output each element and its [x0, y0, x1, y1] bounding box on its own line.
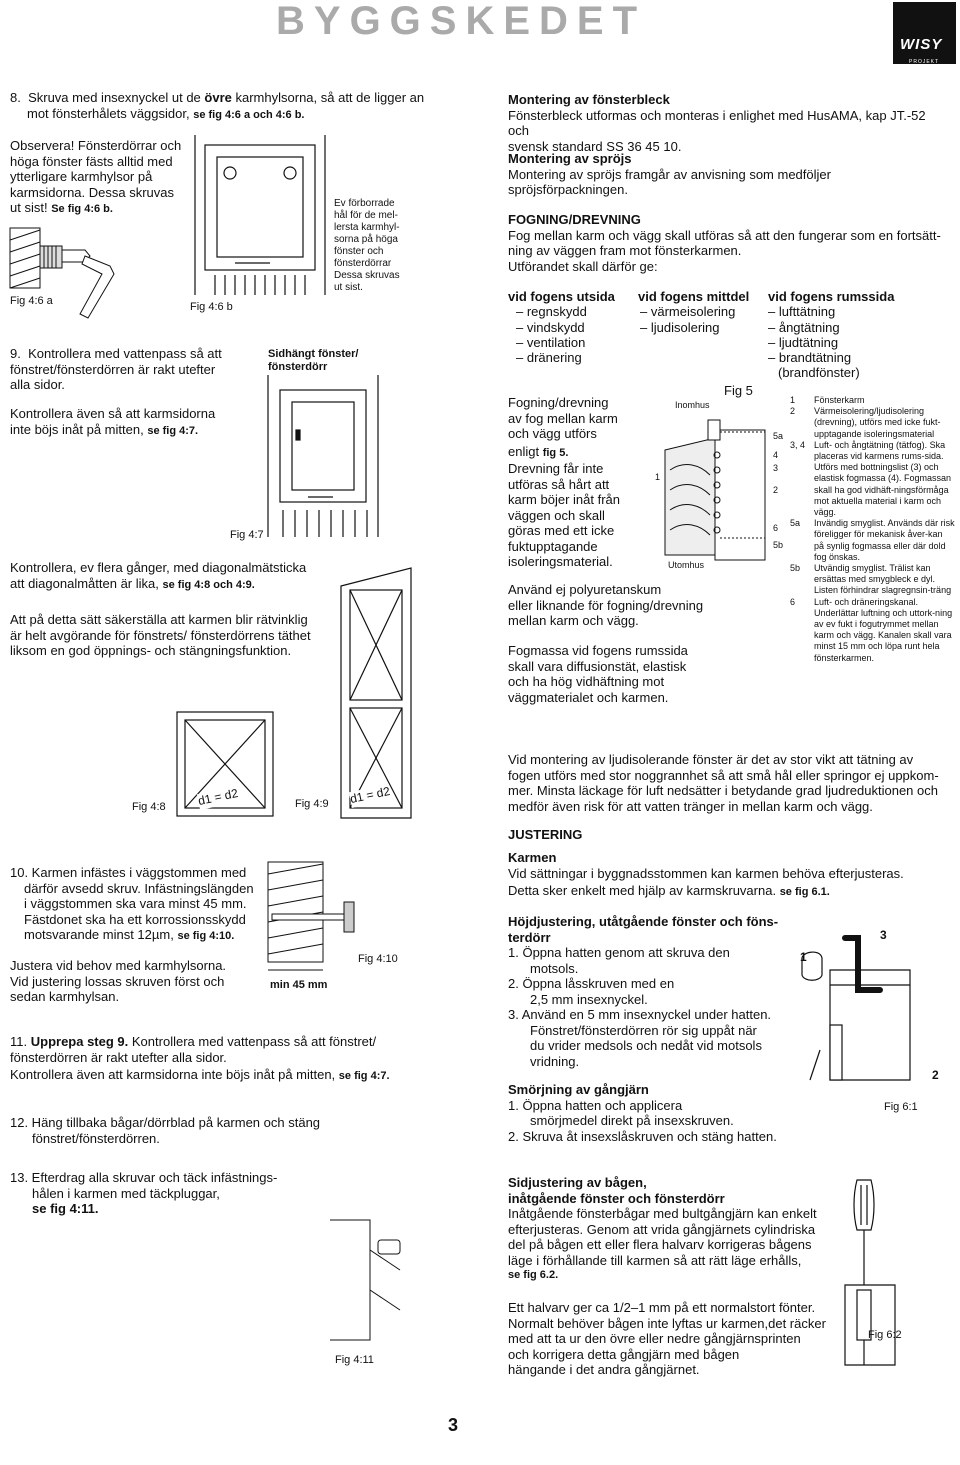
karmen-section: Karmen Vid sättningar i byggnadsstommen kan karmen behöva efterjusteras. Detta sker enkelt med hjälp av karmskruvarna. se fig 6.1. — [508, 850, 904, 898]
diagonal-check-text: Kontrollera, ev flera gånger, med diagonalmätsticka att diagonalmåtten är lika, se fig 4:8 och 4:9. — [10, 560, 307, 591]
ljudisolering-note: Vid montering av ljudisolerande fönster är det av stor vikt att tätning av fogen utförs med stor noggrannhet så att små hål eller springor ej uppkom- mer. Minsta läckage för luft nedsätter i betydande grad ljudreduktionen och medför även risk för att vatten tränger in mellan karm och vägg. — [508, 752, 939, 814]
sidjustering-section: Sidjustering av bågen, inåtgående fönster och fönsterdörr Inåtgående fönsterbågar med bultgångjärn kan enkelt efterjusteras. Genom att vrida gångjärnets cylindriska del på bågen ett eller flera halvarv korrigeras bågens läge i förhållande till karmen så att rätt läge erhålls, se fig 6.2. — [508, 1175, 817, 1281]
step-9: 9. Kontrollera med vattenpass så att fönstret/fönsterdörren är rakt utefter alla sidor. — [10, 346, 222, 392]
fig-6-1-caption: Fig 6:1 — [884, 1101, 918, 1113]
fig-6-1-hinge-illustration — [790, 930, 915, 1100]
fig-4-10-caption: Fig 4:10 — [358, 953, 398, 965]
fig-4-6b-caption: Fig 4:6 b — [190, 301, 233, 313]
fig-5-utomhus: Utomhus — [668, 560, 705, 570]
fig-5-label-6: 6 — [773, 523, 779, 533]
fig-5-label-2: 2 — [773, 485, 779, 495]
polyuretan-note: Använd ej polyuretanskum eller liknande för fogning/drevning mellan karm och vägg. — [508, 582, 704, 628]
fig-6-1-label-2: 2 — [932, 1068, 939, 1082]
fig-5-legend — [790, 395, 955, 664]
montering-sprojs: Montering av spröjs Montering av spröjs framgår av anvisning som medföljer spröjsförpackningen. — [508, 151, 831, 197]
justering-title: JUSTERING — [508, 827, 583, 842]
fig-4-9-caption: Fig 4:9 — [295, 798, 329, 810]
step-10: 10. Karmen infästes i väggstommen med därför avsedd skruv. Infästningslängden i väggstommen ska vara minst 45 mm. Fästdonet ska ha ett korrossionsskydd motsvarande minst 12µm, se fig 4:10. — [10, 865, 254, 942]
hojdjustering-section: Höjdjustering, utåtgående fönster och föns- terdörr 1. Öppna hatten genom att skruva den motsols. 2. Öppna låsskruven med en 2,5 mm insexnyckel. 3. Använd en 5 mm insexnyckel under hatten. Fönstret/fönsterdörren rör sig uppåt när du vrider medsols och nedåt vid motsols vridning. — [508, 914, 779, 1069]
smorjning-section: Smörjning av gångjärn 1. Öppna hatten och applicera smörjmedel direkt på insexskruven. 2. Skruva åt insexslåskruven och stäng hatten. — [508, 1082, 777, 1144]
fig-4-8-d1d2: d1 = d2 — [196, 785, 240, 809]
step-8: 8. Skruva med insexnyckel ut de övre karmhylsorna, så att de ligger an mot fönsterhålets väggsidor, se fig 4:6 a och 4:6 b. — [10, 90, 425, 121]
fig-5-joint-illustration — [660, 410, 770, 560]
legend-row: 2 Värmeisolering/ljudisolering (drevning), utförs med icke fukt-upptagande isoleringsmaterial — [790, 406, 941, 439]
fig-4-11-illustration — [330, 1220, 420, 1340]
fig-4-9-d1d2: d1 = d2 — [348, 783, 392, 807]
fogning-section: FOGNING/DREVNING Fog mellan karm och vägg skall utföras så att den fungerar som en fortsätt- ning av väggen fram mot fönsterkarmen. Utförandet skall därför ge: — [508, 212, 941, 274]
fig-4-6a-caption: Fig 4:6 a — [10, 295, 53, 307]
montering-fonsterbleck: Montering av fönsterbleck Fönsterbleck utformas och monteras i enlighet med HusAMA, kap JT.-52 och svensk standard SS 36 45 10. — [508, 92, 926, 154]
fig-4-7-illustration — [268, 375, 380, 537]
pre-drilled-note: Ev förborrade hål för de mel- lersta karmhyl- sorna på höga fönster och fönsterdörrar Dessa skruvas ut sist. — [334, 198, 400, 293]
step-11: 11. Upprepa steg 9. Kontrollera med vattenpass så att fönstret/ fönsterdörren är rakt utefter alla sidor. Kontrollera även att karmsidorna inte böjs inåt på mitten, se fig 4:7. — [10, 1034, 390, 1082]
fig-4-10-screw-illustration — [268, 862, 358, 977]
sidhangt-label: Sidhängt fönster/ fönsterdörr — [268, 348, 359, 373]
fig-4-8-caption: Fig 4:8 — [132, 801, 166, 813]
fog-outside-list: vid fogens utsida – regnskydd – vindskydd – ventilation – dränering — [508, 289, 615, 366]
fig-5-caption: Fig 5 — [724, 383, 753, 398]
legend-row: 5b Utvändig smyglist. Trälist kan ersättas med smygbleck e dyl. Listen förhindrar slagregnsin-träng — [790, 563, 952, 596]
fig-4-6a-illustration — [10, 228, 130, 348]
logo-text: WISY — [900, 36, 943, 53]
legend-row: 5a Invändig smyglist. Används där risk föreligger för mekanisk åver-kan på synlig fogmassa eller där dold fog önskas. — [790, 518, 955, 562]
fig-5-label-5b: 5b — [773, 540, 784, 550]
fig-5-label-1: 1 — [655, 472, 661, 482]
step-9-check-sides: Kontrollera även så att karmsidorna inte böjs inåt på mitten, se fig 4:7. — [10, 406, 216, 437]
legend-row: 1 Fönsterkarm — [790, 395, 865, 405]
fig-6-1-label-1: 1 — [800, 950, 807, 964]
step-13: 13. Efterdrag alla skruvar och täck infästnings- hålen i karmen med täckpluggar, se fig 4:11. — [10, 1170, 278, 1216]
fog-middle-list: vid fogens mittdel – värmeisolering – ljudisolering — [638, 289, 750, 335]
legend-row: 6 Luft- och dräneringskanal. Underlättar luftning och uttork-ning av ev fukt i fogutrymmet mellan karm och vägg. Kanalen skall vara minst 15 mm och löpa runt hela fönsterkarmen. — [790, 596, 953, 663]
fig-6-2-caption: Fig 6:2 — [868, 1329, 902, 1341]
adjust-note: Justera vid behov med karmhylsorna. Vid justering lossas skruven först och sedan karmhylsan. — [10, 958, 227, 1004]
fig-5-label-3: 3 — [773, 463, 779, 473]
logo-sub: PROJEKT — [909, 59, 940, 65]
fig-5-label-4: 4 — [773, 450, 779, 460]
step-12: 12. Häng tillbaka bågar/dörrblad på karmen och stäng fönstret/fönsterdörren. — [10, 1115, 321, 1146]
min-45mm-label: min 45 mm — [270, 979, 328, 991]
fig-6-1-label-3: 3 — [880, 928, 887, 942]
fig-5-label-5a: 5a — [773, 431, 784, 441]
legend-row: 3, 4 Luft- och ångtätning (tätfog). Ska placeras vid karmens rums-sida. Utförs med bottningslist (3) och elastisk fogmassa (4). Fogmassan skall ha god vidhäft-ningsförmåga mot aktuella material i karm och vägg. — [790, 439, 952, 518]
halvarv-section: Ett halvarv ger ca 1/2–1 mm på ett normalstort fönter. Normalt behöver bågen inte lyftas ur karmen,det räcker med att ta ur den övre eller nedre gångjärnsprinten och korrigera detta gångjärn med bågen hängande i det andra gångjärnet. — [508, 1300, 826, 1377]
page-header-title: BYGGSKEDET — [276, 0, 647, 43]
fog-inside-list: vid fogens rumssida – lufttätning – ångtätning – ljudtätning – brandtätning (brandfönster) — [768, 289, 895, 381]
fogmassa-note: Fogmassa vid fogens rumssida skall vara diffusionstät, elastisk och ha hög vidhäftning mot väggmaterialet och karmen. — [508, 643, 688, 705]
fig-4-6b-illustration — [195, 135, 330, 295]
fig-4-11-caption: Fig 4:11 — [335, 1354, 374, 1366]
observera-note: Observera! Fönsterdörrar och höga fönster fästs alltid med ytterligare karmhylsor på karmsidorna. Dessa skruvas ut sist! Se fig 4:6 b. — [10, 138, 182, 215]
fig-5-inomhus: Inomhus — [675, 400, 710, 410]
fig-4-7-caption: Fig 4:7 — [230, 529, 264, 541]
fogning-text: Fogning/drevning av fog mellan karm och vägg utförs enligt fig 5. Drevning får inte utföras så hårt att karm böjer inåt från väggen och skall göras med ett icke fuktupptagande isoleringsmaterial. — [508, 395, 620, 569]
page-number: 3 — [448, 1415, 459, 1435]
wisy-logo — [893, 2, 956, 64]
square-importance-text: Att på detta sätt säkerställa att karmen blir rätvinklig är helt avgörande för fönstrets/ fönsterdörrens täthet liksom en god öppnings- och stängningsfunktion. — [10, 612, 311, 658]
